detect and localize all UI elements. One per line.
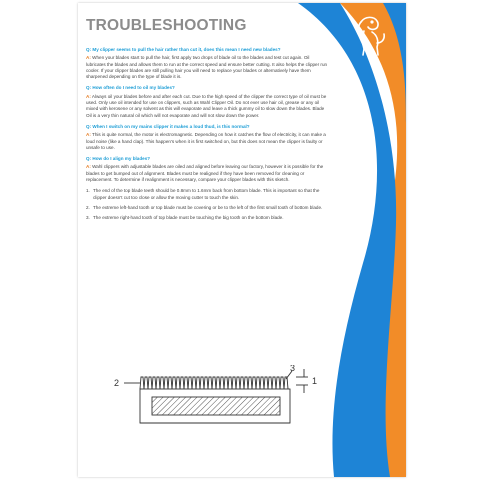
step-item — [86, 188, 330, 201]
blade-teeth — [140, 377, 288, 389]
answer-label: A: — [86, 132, 91, 138]
step-item — [86, 205, 330, 211]
answer-text: Wahl clippers with adjustable blades are oiled and aligned before leaving our factory, however it is possible for the blades to get bumped out of alignment. Blades must be realigned if they have been removed for cleaning or replacement. To determine if realignment is necessary, compare your clipper blades with this sketch. — [86, 164, 324, 183]
answer-text: This is quite normal, the motor is electromagnetic. Depending on how it catches the flow of electricity, it can make a loud noise (like a hand clap). This happen's when it is first switched on, but this does not mean the clipper is faulty or unsafe to use. — [86, 132, 326, 150]
answer-text: Always oil your blades before and after each cut. Due to the high speed of the clipper the correct type of oil must be used. Only use oil intended for use on clippers, such as Wahl Clipper Oil. Do not ever use hair oil, grease or any oil mixed with kerosene or any solvent as this will evaporate and leave a thick gummy oil to slow down the blades. Blade Oil is a very thin natural oil which will not evaporate and will not slow down the power. — [86, 93, 327, 118]
faq-question: Q: How do I align my blades? — [86, 156, 151, 162]
step-text: The extreme right-hand tooth of top blade must be touching the big tooth on the bottom blade. — [93, 215, 284, 221]
faq-question: Q: When I switch on my mains clipper it makes a loud thud, is this normal? — [86, 123, 250, 129]
step-text: The extreme left-hand tooth or top blade must be covering or be to the left of the first small tooth of bottom blade. — [93, 204, 323, 210]
answer-label: A: — [86, 93, 91, 99]
answer-label: A: — [86, 55, 91, 61]
dog-icon — [352, 13, 388, 57]
alignment-steps — [86, 188, 330, 221]
diagram-label-1: 1 — [312, 376, 318, 386]
blade-alignment-sketch — [110, 365, 330, 435]
top-blade-hatched — [152, 397, 280, 415]
diagram-label-3: 3 — [290, 365, 296, 373]
faq-answer — [86, 55, 330, 80]
faq-question: Q: My clipper seems to pull the hair rather than cut it, does this mean I need new blades? — [86, 47, 281, 52]
faq-content — [86, 47, 330, 226]
answer-label: A: — [86, 164, 91, 170]
step-number: 2. — [86, 204, 90, 210]
step-number: 1. — [86, 188, 90, 194]
faq-answer — [86, 164, 330, 183]
faq-answer — [86, 94, 330, 119]
page-title: TROUBLESHOOTING — [86, 17, 247, 34]
step-item — [86, 215, 330, 221]
manual-page — [78, 3, 406, 477]
faq-answer — [86, 132, 330, 151]
answer-text: When your blades start to pull the hair, first apply two drops of blade oil to the blades and test cut again. Oil lubricates the blades and allows them to run at the correct speed and ensure better cutting. It also helps the clipper run cooler. If your clipper blades are still pulling hair you will need to replace your blades or alternatively have them sharpened depending on the type of blade it is. — [86, 55, 328, 80]
diagram-label-2: 2 — [114, 378, 120, 388]
faq-question: Q: How often do I need to oil my blades? — [86, 85, 175, 91]
step-number: 3. — [86, 215, 90, 221]
step-text: The end of the top blade teeth should be 0.8mm to 1.6mm back from bottom blade. This is important so that the clipper doesn't cut too close or allow the moving cutter to touch the skin. — [93, 188, 320, 200]
